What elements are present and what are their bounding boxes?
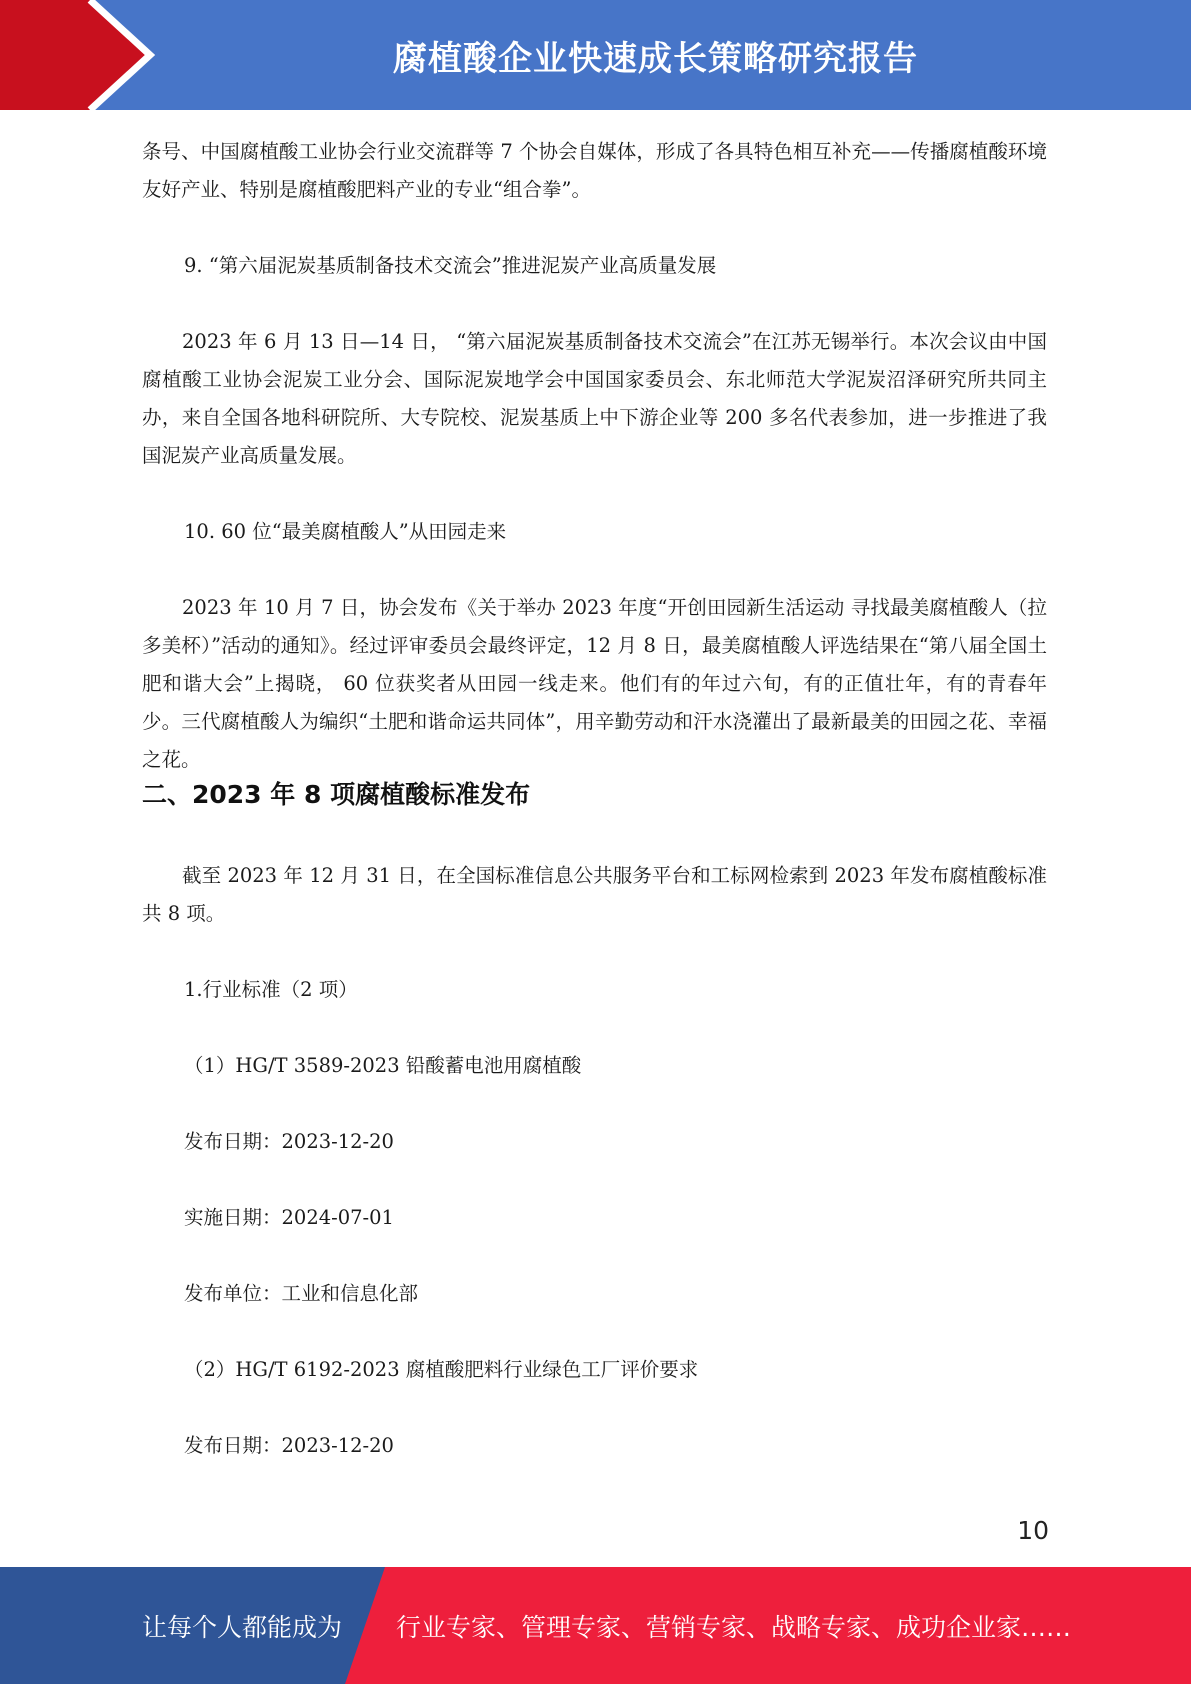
footer-slogan-left: 让每个人都能成为: [142, 1612, 343, 1642]
standard-2-title: （2）HG/T 6192-2023 腐植酸肥料行业绿色工厂评价要求: [184, 1358, 699, 1381]
page-number: 10: [1017, 1516, 1049, 1545]
item-10-text: 2023 年 10 月 7 日，协会发布《关于举办 2023 年度“开创田园新生活运动 寻找最美腐植酸人（拉多美杯）”活动的通知》。经过评审委员会最终评定，12 月 8 日，最美腐植酸人评选结果在“第八届全国土肥和谐大会”上揭晓， 60 位获奖者从田园一线走来。他们有的年过六旬，有的正值壮年，有的青春年少。三代腐植酸人为编织“土肥和谐命运共同体”，用辛勤劳动和汗水浇灌出了最新最美的田园之花、幸福之花。: [142, 596, 1047, 771]
footer-slogan-right: 行业专家、管理专家、营销专家、战略专家、成功企业家……: [396, 1612, 1072, 1642]
item-9-title: 9. “第六届泥炭基质制备技术交流会”推进泥炭产业高质量发展: [184, 254, 717, 277]
standard-1-issuer: 发布单位：工业和信息化部: [184, 1282, 419, 1305]
standard-1-publish-date: 发布日期：2023-12-20: [184, 1130, 394, 1153]
standard-1-title: （1）HG/T 3589-2023 铅酸蓄电池用腐植酸: [184, 1054, 582, 1077]
page-footer: [0, 1567, 1191, 1684]
paragraph-continuation: 条号、中国腐植酸工业协会行业交流群等 7 个协会自媒体，形成了各具特色相互补充——传播腐植酸环境友好产业、特别是腐植酸肥料产业的专业“组合拳”。: [142, 140, 1047, 201]
item-9-text: 2023 年 6 月 13 日—14 日， “第六届泥炭基质制备技术交流会”在江苏无锡举行。本次会议由中国腐植酸工业协会泥炭工业分会、国际泥炭地学会中国国家委员会、东北师范大学泥炭沼泽研究所共同主办，来自全国各地科研院所、大专院校、泥炭基质上中下游企业等 200 多名代表参加，进一步推进了我国泥炭产业高质量发展。: [142, 330, 1047, 467]
section-2-intro: 截至 2023 年 12 月 31 日，在全国标准信息公共服务平台和工标网检索到 2023 年发布腐植酸标准共 8 项。: [142, 864, 1047, 925]
header-title: 腐植酸企业快速成长策略研究报告: [393, 38, 918, 79]
standard-2-publish-date: 发布日期：2023-12-20: [184, 1434, 394, 1457]
item-10-title: 10. 60 位“最美腐植酸人”从田园走来: [184, 520, 507, 543]
standard-1-implement-date: 实施日期：2024-07-01: [184, 1206, 394, 1229]
section-2-heading: 二、2023 年 8 项腐植酸标准发布: [142, 780, 531, 809]
header-chevron-red: [0, 0, 150, 110]
page-header: [0, 0, 1191, 110]
industry-standard-heading: 1.行业标准（2 项）: [184, 978, 358, 1001]
